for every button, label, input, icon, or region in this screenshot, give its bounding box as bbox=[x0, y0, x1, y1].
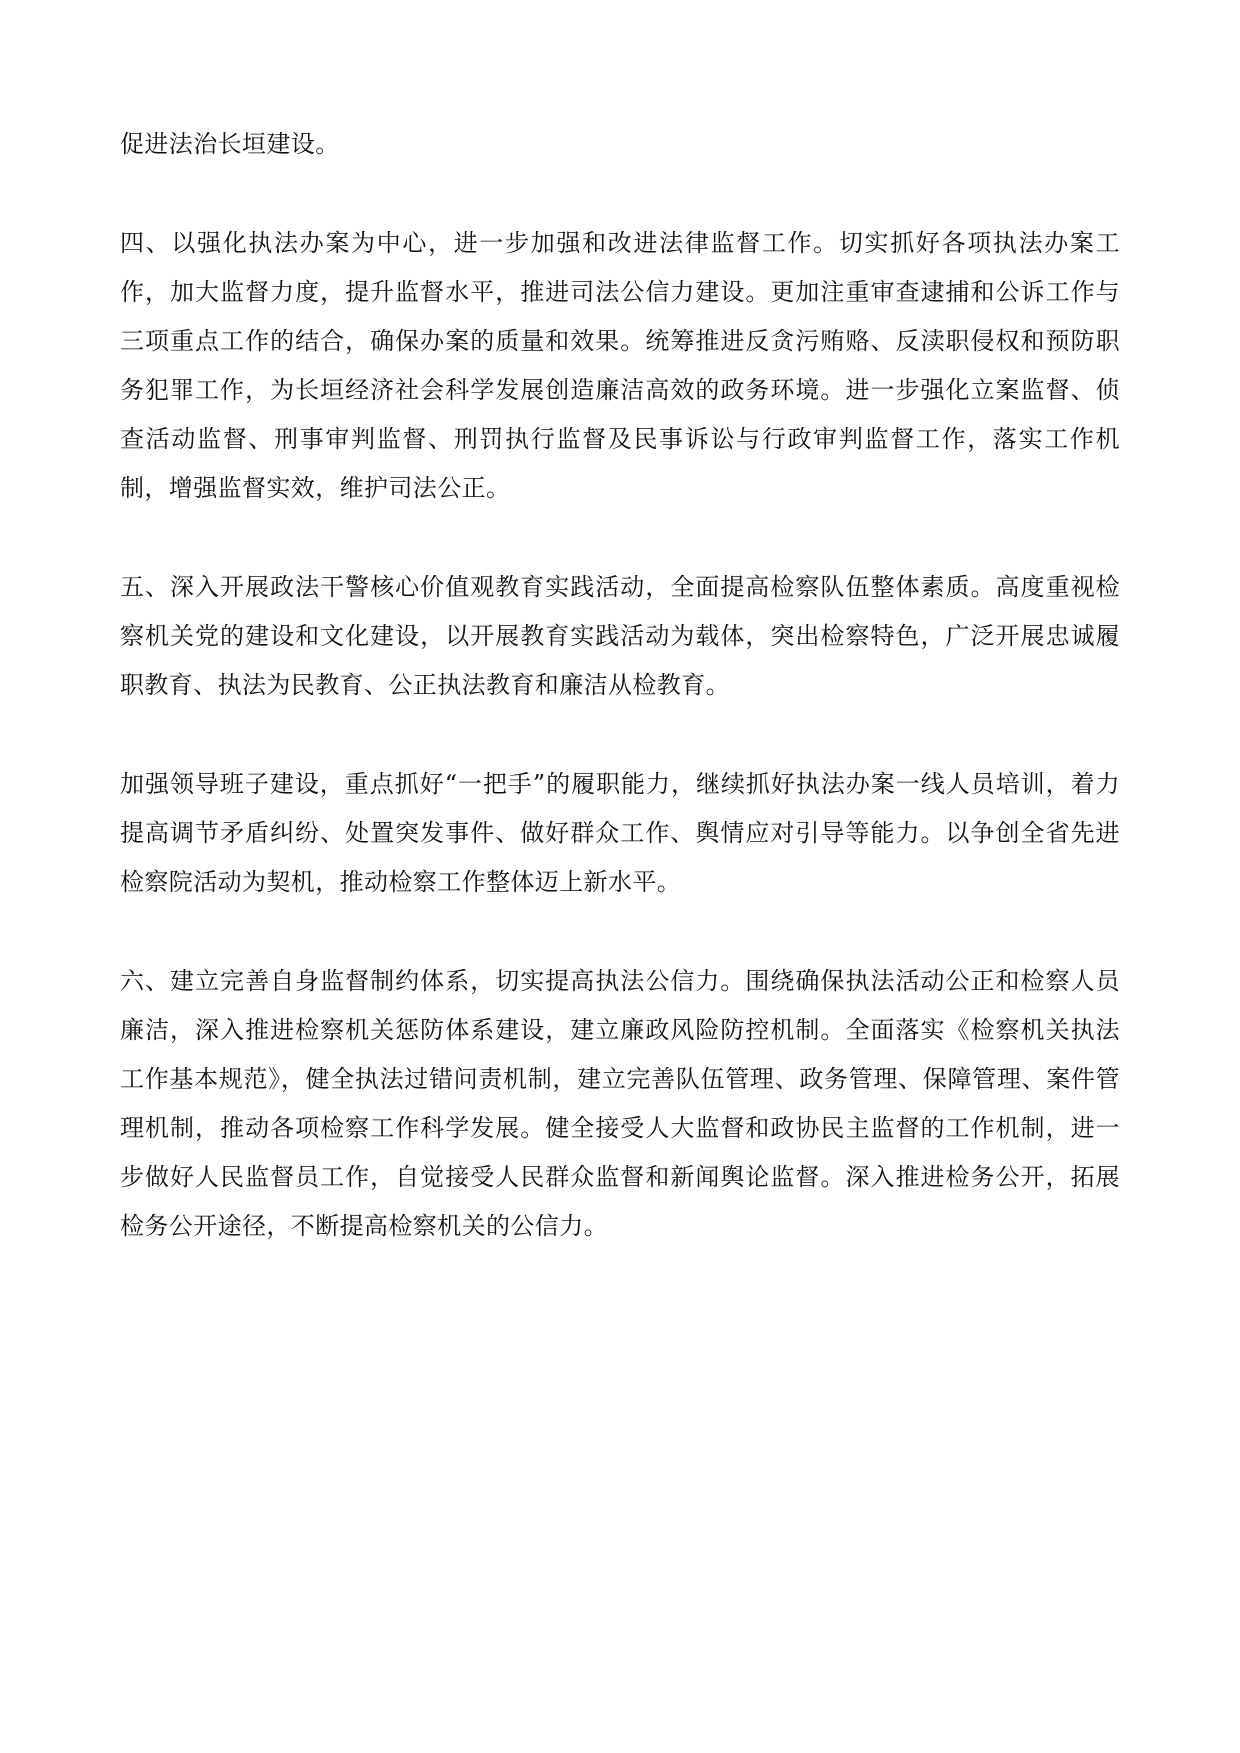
paragraph-leadership: 加强领导班子建设，重点抓好“一把手”的履职能力，继续抓好执法办案一线人员培训，着力提高调节矛盾纠纷、处置突发事件、做好群众工作、舆情应对引导等能力。以争创全省先进检察院活动为契机，推动检察工作整体迈上新水平。 bbox=[120, 770, 1120, 896]
paragraph-continuation: 促进法治长垣建设。 bbox=[120, 130, 340, 158]
document-body bbox=[120, 120, 1120, 1251]
paragraph-section-six: 六、建立完善自身监督制约体系，切实提高执法公信力。围绕确保执法活动公正和检察人员廉洁，深入推进检察机关惩防体系建设，建立廉政风险防控机制。全面落实《检察机关执法工作基本规范》，健全执法过错问责机制，建立完善队伍管理、政务管理、保障管理、案件管理机制，推动各项检察工作科学发展。健全接受人大监督和政协民主监督的工作机制，进一步做好人民监督员工作，自觉接受人民群众监督和新闻舆论监督。深入推进检务公开，拓展检务公开途径，不断提高检察机关的公信力。 bbox=[120, 967, 1120, 1240]
paragraph-section-four: 四、以强化执法办案为中心，进一步加强和改进法律监督工作。切实抓好各项执法办案工作，加大监督力度，提升监督水平，推进司法公信力建设。更加注重审查逮捕和公诉工作与三项重点工作的结合，确保办案的质量和效果。统筹推进反贪污贿赂、反渎职侵权和预防职务犯罪工作，为长垣经济社会科学发展创造廉洁高效的政务环境。进一步强化立案监督、侦查活动监督、刑事审判监督、刑罚执行监督及民事诉讼与行政审判监督工作，落实工作机制，增强监督实效，维护司法公正。 bbox=[120, 229, 1120, 502]
paragraph-section-five: 五、深入开展政法干警核心价值观教育实践活动，全面提高检察队伍整体素质。高度重视检察机关党的建设和文化建设，以开展教育实践活动为载体，突出检察特色，广泛开展忠诚履职教育、执法为民教育、公正执法教育和廉洁从检教育。 bbox=[120, 573, 1120, 699]
